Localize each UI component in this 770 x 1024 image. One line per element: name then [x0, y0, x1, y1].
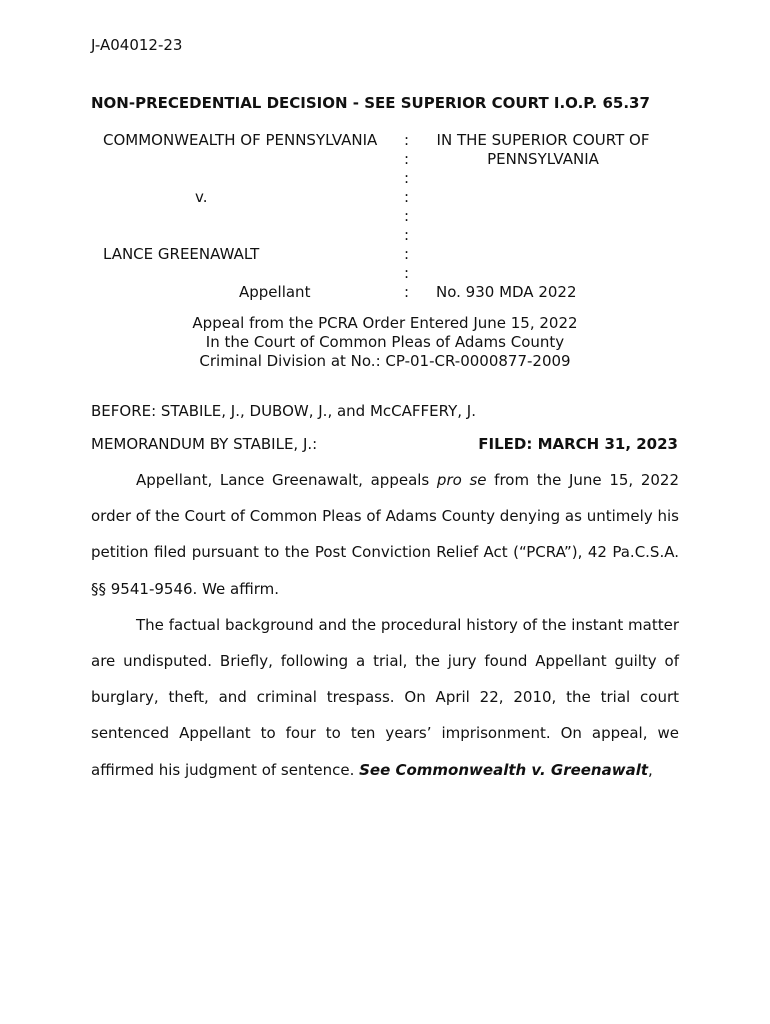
- court-name: [410, 131, 676, 169]
- paragraph-2: [91, 607, 679, 788]
- appeal-line-2: In the Court of Common Pleas of Adams County: [205, 333, 565, 351]
- case-citation: See Commonwealth v. Greenawalt: [359, 760, 649, 779]
- appeal-line-1: Appeal from the PCRA Order Entered June 15, 2022: [192, 314, 578, 332]
- court-line-1: IN THE SUPERIOR COURT OF: [436, 131, 650, 149]
- docket-number: No. 930 MDA 2022: [436, 283, 577, 301]
- appeal-line-3: Criminal Division at No.: CP-01-CR-0000877-2009: [199, 352, 571, 370]
- party-commonwealth: COMMONWEALTH OF PENNSYLVANIA: [103, 131, 378, 149]
- caption-separator: : : : : : : : : :: [404, 131, 410, 301]
- paragraph-1-text-a: Appellant, Lance Greenawalt, appeals: [136, 471, 437, 489]
- panel-before: BEFORE: STABILE, J., DUBOW, J., and McCAFFERY, J.: [91, 402, 476, 420]
- court-line-2: PENNSYLVANIA: [487, 150, 599, 168]
- party-appellant-name: LANCE GREENAWALT: [103, 245, 260, 263]
- appeal-info: [150, 314, 620, 371]
- versus-label: v.: [195, 188, 208, 206]
- paragraph-1: [91, 462, 679, 607]
- paragraph-1-text-b: from the June 15, 2022 order of the Court of Common Pleas of Adams County denying as untimely his petition filed pursuant to the Post Conviction Relief Act (“PCRA”), 42 Pa.C.S.A. §§ 9541-9546. We affirm.: [91, 471, 680, 598]
- filed-date: FILED: MARCH 31, 2023: [478, 435, 678, 453]
- decision-banner: NON-PRECEDENTIAL DECISION - SEE SUPERIOR COURT I.O.P. 65.37: [91, 94, 650, 112]
- memorandum-body: [91, 462, 679, 788]
- paragraph-2-text: The factual background and the procedural history of the instant matter are undisputed. Briefly, following a trial, the jury found Appellant guilty of burglary, theft, and criminal trespass. On April 22, 2010, the trial court sentenced Appellant to four to ten years’ imprisonment. On appeal, we affirmed his judgment of sentence.: [91, 615, 679, 779]
- pro-se-term: pro se: [436, 471, 487, 489]
- memorandum-author: MEMORANDUM BY STABILE, J.:: [91, 435, 318, 453]
- appellant-role: Appellant: [239, 283, 311, 301]
- docket-code: J-A04012-23: [91, 36, 183, 54]
- paragraph-2-end: ,: [648, 760, 653, 779]
